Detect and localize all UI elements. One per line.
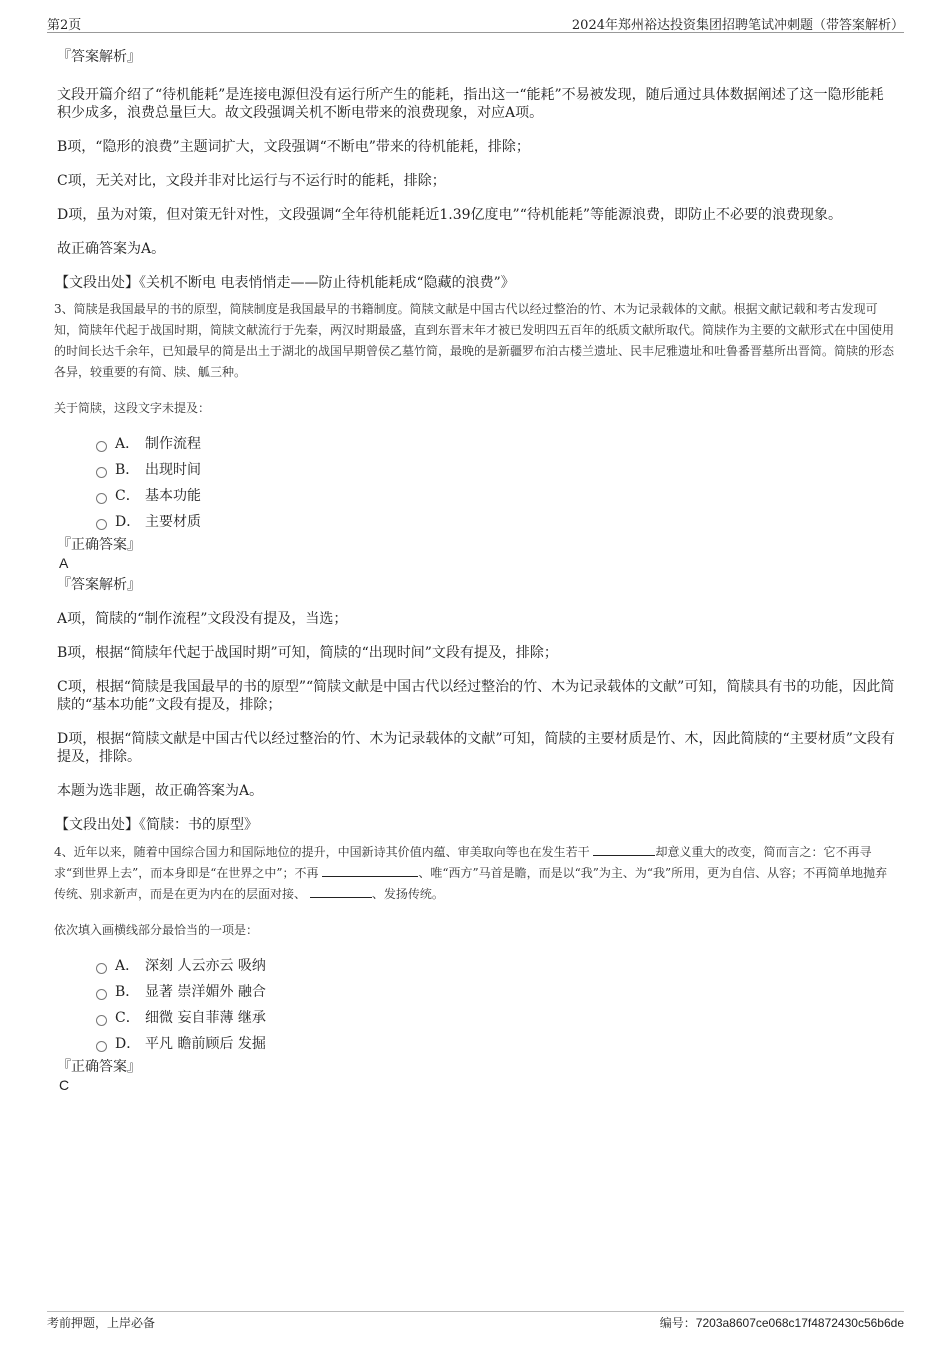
option-text: 基本功能 — [145, 488, 201, 504]
radio-icon[interactable] — [96, 1041, 107, 1052]
analysis-paragraph: B项，根据“简牍年代起于战国时期”可知，简牍的“出现时间”文段有提及，排除； — [57, 645, 558, 661]
option-letter: D． — [115, 514, 141, 530]
option-list — [57, 430, 897, 534]
option-text: 出现时间 — [145, 462, 201, 478]
option-a[interactable] — [96, 430, 897, 456]
header-divider — [47, 32, 904, 33]
question-text-part: 却意义重大的改变，简而言之：它不再寻求“到世界上去”，而本身即是“在世界之中”；不再 — [54, 845, 872, 880]
document-title: 2024年郑州裕达投资集团招聘笔试冲刺题（带答案解析） — [571, 18, 904, 33]
question-prompt: 关于简牍，这段文字未提及： — [54, 401, 211, 415]
option-c[interactable] — [96, 1004, 897, 1030]
source-citation: 【文段出处】《简牍：书的原型》 — [55, 817, 258, 833]
radio-icon[interactable] — [96, 989, 107, 1000]
radio-icon[interactable] — [96, 1015, 107, 1026]
correct-answer-label: 『正确答案』 — [57, 537, 141, 553]
question-text — [54, 842, 897, 905]
radio-icon[interactable] — [96, 963, 107, 974]
question-prompt: 依次填入画横线部分最恰当的一项是： — [54, 923, 259, 937]
option-letter: C． — [115, 488, 140, 504]
question-text: 3、简牍是我国最早的书的原型，简牍制度是我国最早的书籍制度。简牍文献是中国古代以经过整治的竹、木为记录载体的文献。根据文献记载和考古发现可知，简牍年代起于战国时期，简牍文献流行于先秦，两汉时期最盛，直到东晋末年才被已发明四五百年的纸质文献所取代。简牍作为主要的文献形式在中国使用的时间长达千余年，已知最早的简是出土于湖北的战国早期曾侯乙墓竹简，最晚的是新疆罗布泊古楼兰遗址、民丰尼雅遗址和吐鲁番晋墓所出晋简。简牍的形态各异，较重要的有简、牍、觚三种。 — [54, 302, 895, 379]
radio-icon[interactable] — [96, 467, 107, 478]
document-body — [54, 44, 897, 1094]
analysis-paragraph: 故正确答案为A。 — [57, 241, 166, 257]
option-letter: B． — [115, 462, 140, 478]
source-citation: 【文段出处】《关机不断电 电表悄悄走——防止待机能耗成“隐藏的浪费”》 — [55, 275, 515, 291]
option-b[interactable] — [96, 978, 897, 1004]
analysis-paragraph: C项，根据“简牍是我国最早的书的原型”“简牍文献是中国古代以经过整治的竹、木为记录载体的文献”可知，简牍具有书的功能，因此简牍的“基本功能”文段有提及，排除； — [57, 679, 895, 713]
option-letter: D． — [115, 1036, 141, 1052]
option-letter: A． — [115, 436, 140, 452]
document-id-value: 7203a8607ce068c17f4872430c56b6de — [695, 1316, 904, 1330]
fill-blank — [310, 885, 372, 898]
option-d[interactable] — [96, 508, 897, 534]
analysis-label: 『答案解析』 — [57, 49, 141, 65]
question-text-part: 、唯“西方”马首是瞻，而是以“我”为主、为“我”所用，更为自信、从容；不再简单地抛弃传统、别求新声，而是在更为内在的层面对接、 — [54, 866, 888, 901]
fill-blank — [593, 843, 655, 856]
option-text: 深刻 人云亦云 吸纳 — [145, 958, 266, 974]
option-c[interactable] — [96, 482, 897, 508]
analysis-paragraph: D项，根据“简牍文献是中国古代以经过整治的竹、木为记录载体的文献”可知，简牍的主要材质是竹、木，因此简牍的“主要材质”文段有提及，排除。 — [57, 731, 895, 765]
analysis-paragraph: 本题为选非题，故正确答案为A。 — [57, 783, 264, 799]
analysis-paragraph: 文段开篇介绍了“待机能耗”是连接电源但没有运行所产生的能耗，指出这一“能耗”不易被发现，随后通过具体数据阐述了这一隐形能耗积少成多，浪费总量巨大。故文段强调关机不断电带来的浪费现象，对应A项。 — [57, 87, 884, 121]
radio-icon[interactable] — [96, 519, 107, 530]
correct-answer-label: 『正确答案』 — [57, 1059, 141, 1075]
option-text: 主要材质 — [145, 514, 201, 530]
radio-icon[interactable] — [96, 441, 107, 452]
question-text-part: 、发扬传统。 — [371, 887, 444, 901]
page-number: 第2页 — [47, 18, 82, 33]
option-d[interactable] — [96, 1030, 897, 1056]
option-text: 平凡 瞻前顾后 发掘 — [145, 1036, 266, 1052]
option-letter: C． — [115, 1010, 140, 1026]
question-text-part: 4、近年以来，随着中国综合国力和国际地位的提升，中国新诗其价值内蕴、审美取向等也在发生若干 — [54, 845, 590, 859]
option-a[interactable] — [96, 952, 897, 978]
correct-answer: C — [59, 1077, 70, 1093]
option-list — [57, 952, 897, 1056]
option-b[interactable] — [96, 456, 897, 482]
footer-slogan: 考前押题，上岸必备 — [47, 1316, 156, 1330]
option-letter: A． — [115, 958, 140, 974]
option-text: 细微 妄自菲薄 继承 — [145, 1010, 266, 1026]
analysis-paragraph: C项，无关对比，文段并非对比运行与不运行时的能耗，排除； — [57, 173, 446, 189]
footer-divider — [47, 1311, 904, 1312]
correct-answer: A — [59, 555, 69, 571]
document-id — [660, 1314, 904, 1331]
analysis-paragraph: B项，“隐形的浪费”主题词扩大，文段强调“不断电”带来的待机能耗，排除； — [57, 139, 530, 155]
option-text: 制作流程 — [145, 436, 201, 452]
analysis-paragraph: D项，虽为对策，但对策无针对性，文段强调“全年待机能耗近1.39亿度电”“待机能耗”等能源浪费，即防止不必要的浪费现象。 — [57, 207, 843, 223]
radio-icon[interactable] — [96, 493, 107, 504]
analysis-paragraph: A项，简牍的“制作流程”文段没有提及，当选； — [57, 611, 348, 627]
document-id-label: 编号： — [659, 1316, 696, 1330]
option-text: 显著 崇洋媚外 融合 — [145, 984, 266, 1000]
fill-blank — [322, 864, 418, 877]
analysis-label: 『答案解析』 — [57, 577, 141, 593]
option-letter: B． — [115, 984, 140, 1000]
